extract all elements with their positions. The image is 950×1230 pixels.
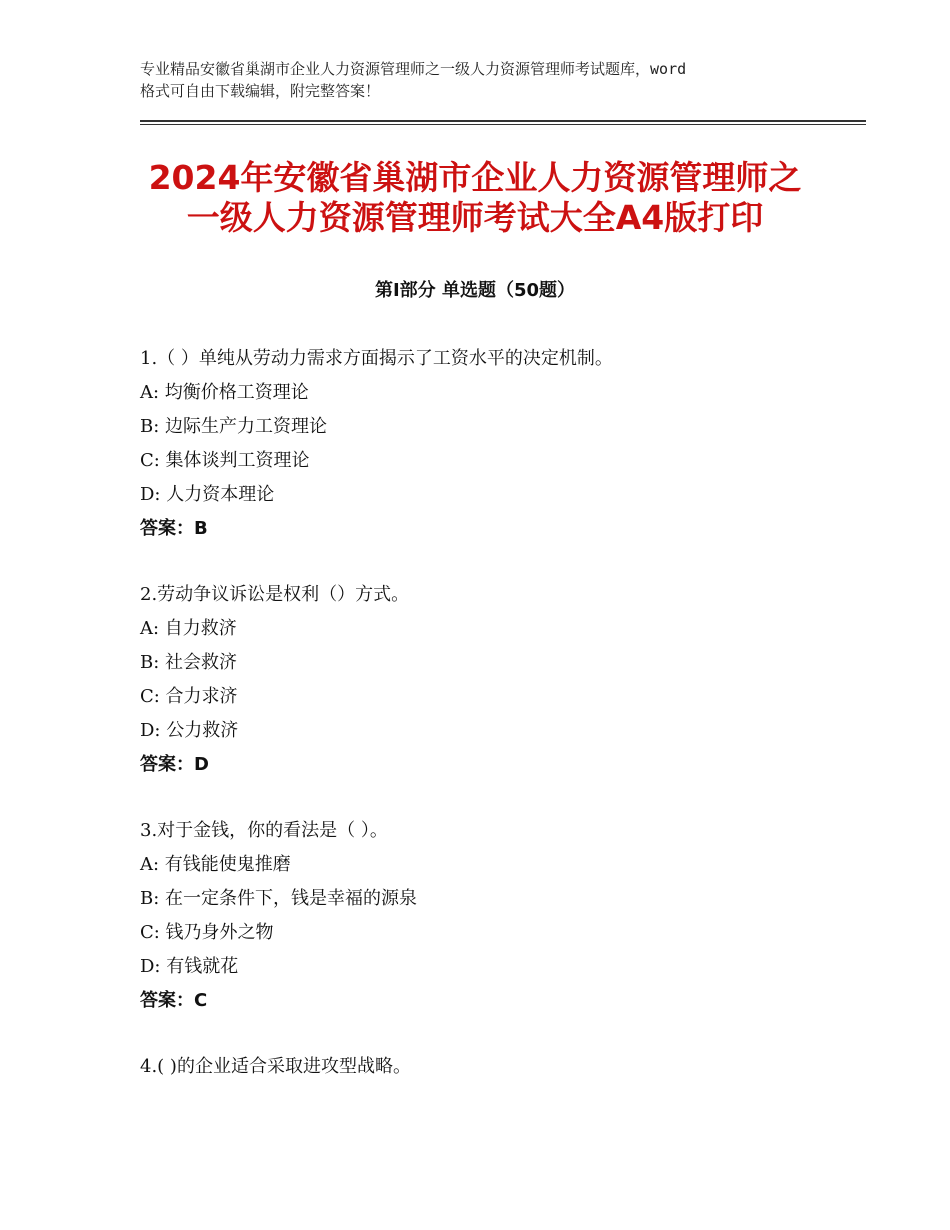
option-a: A: 自力救济 bbox=[140, 618, 237, 639]
question-4 bbox=[140, 1050, 860, 1084]
question-2 bbox=[140, 578, 860, 782]
header-note bbox=[140, 58, 830, 102]
option-b: B: 社会救济 bbox=[140, 652, 238, 673]
option-c: C: 合力求济 bbox=[140, 686, 238, 707]
document-title-line-2: 一级人力资源管理师考试大全A4版打印 bbox=[186, 198, 764, 237]
section-heading: 第Ⅰ部分 单选题（50题） bbox=[374, 280, 575, 301]
question-stem: 2.劳动争议诉讼是权利（）方式。 bbox=[140, 584, 410, 605]
option-a: A: 有钱能使鬼推磨 bbox=[140, 854, 291, 875]
question-stem: 1.（ ）单纯从劳动力需求方面揭示了工资水平的决定机制。 bbox=[140, 348, 613, 369]
header-divider-thin bbox=[140, 124, 866, 125]
option-d: D: 人力资本理论 bbox=[140, 484, 275, 505]
answer-label: 答案：B bbox=[140, 518, 208, 539]
header-note-line-1: 专业精品安徽省巢湖市企业人力资源管理师之一级人力资源管理师考试题库，word bbox=[140, 60, 687, 78]
option-d: D: 有钱就花 bbox=[140, 956, 239, 977]
document-title bbox=[60, 158, 890, 238]
header-divider-thick bbox=[140, 120, 866, 122]
document-title-line-1: 2024年安徽省巢湖市企业人力资源管理师之 bbox=[148, 158, 802, 197]
question-list bbox=[140, 342, 860, 1116]
answer-label: 答案：D bbox=[140, 754, 209, 775]
option-b: B: 边际生产力工资理论 bbox=[140, 416, 328, 437]
question-1 bbox=[140, 342, 860, 546]
header-note-line-2: 格式可自由下载编辑，附完整答案！ bbox=[140, 82, 381, 100]
answer-label: 答案：C bbox=[140, 990, 208, 1011]
option-b: B: 在一定条件下，钱是幸福的源泉 bbox=[140, 888, 418, 909]
option-c: C: 集体谈判工资理论 bbox=[140, 450, 310, 471]
question-3 bbox=[140, 814, 860, 1018]
question-stem: 4.( )的企业适合采取进攻型战略。 bbox=[140, 1056, 411, 1077]
option-d: D: 公力救济 bbox=[140, 720, 239, 741]
option-a: A: 均衡价格工资理论 bbox=[140, 382, 309, 403]
question-stem: 3.对于金钱，你的看法是（ ）。 bbox=[140, 820, 388, 841]
option-c: C: 钱乃身外之物 bbox=[140, 922, 274, 943]
